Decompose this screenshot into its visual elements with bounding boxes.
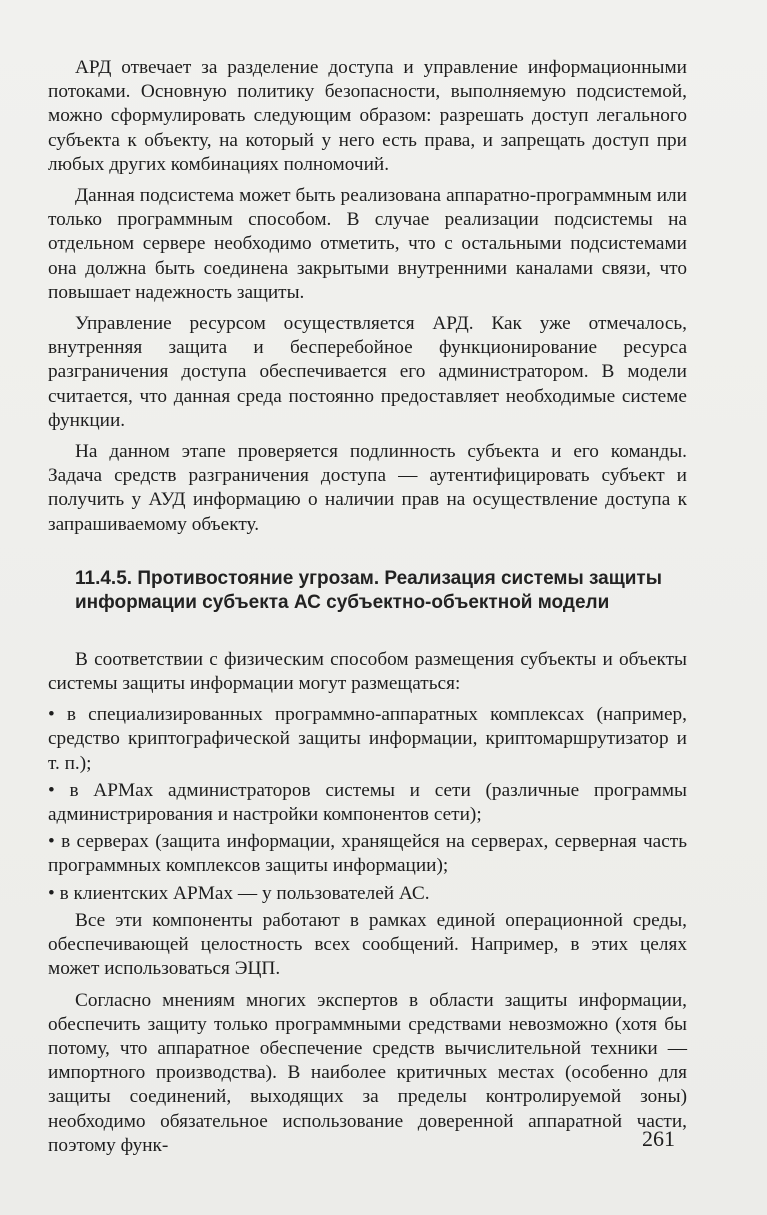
page-body [48, 56, 687, 1165]
paragraph: Управление ресурсом осуществляется АРД. Как уже отмечалось, внутренняя защита и бесперебойное функционирование ресурса разграничения доступа обеспечивается его администратором. В модели считается, что данная среда постоянно предоставляет необходимые системе функции. [48, 313, 687, 431]
list-item: • в клиентских АРМах — у пользователей АС. [48, 882, 430, 904]
paragraph: Все эти компоненты работают в рамках единой операционной среды, обеспечивающей целостность всех сообщений. Например, в этих целях может использоваться ЭЦП. [48, 909, 687, 980]
list-item: • в АРМах администраторов системы и сети (различные программы администрирования и настройки компонентов сети); [48, 779, 687, 826]
list-item: • в серверах (защита информации, хранящейся на серверах, серверная часть программных комплексов защиты информации); [48, 831, 687, 877]
paragraph: Согласно мнениям многих экспертов в области защиты информации, обеспечить защиту только программными средствами невозможно (хотя бы потому, что аппаратное обеспечение средств вычислительной техники — импортного производства). В наиболее критичных местах (особенно для защиты соединений, выходящих за пределы контролируемой зоны) необходимо обязательное использование доверенной аппаратной части, поэтому функ- [48, 989, 687, 1156]
paragraph: Данная подсистема может быть реализована аппаратно-программным или только программным способом. В случае реализации подсистемы на отдельном сервере необходимо отметить, что с остальными подсистемами она должна быть соединена закрытыми внутренними каналами связи, что повышает надежность защиты. [48, 185, 687, 303]
section-heading: 11.4.5. Противостояние угрозам. Реализация системы защиты информации субъекта АС субъектно-объектной модели [75, 567, 662, 613]
list-item: • в специализированных программно-аппаратных комплексах (например, средство криптографической защиты информации, криптомаршрутизатор и т. п.); [48, 704, 687, 774]
paragraph: В соответствии с физическим способом размещения субъекты и объекты системы защиты информации могут размещаться: [48, 648, 687, 695]
page-number: 261 [642, 1126, 675, 1151]
paragraph: На данном этапе проверяется подлинность субъекта и его команды. Задача средств разграничения доступа — аутентифицировать субъект и получить у АУД информацию о наличии прав на осуществление доступа к запрашиваемому объекту. [48, 441, 687, 535]
paragraph: АРД отвечает за разделение доступа и управление информационными потоками. Основную политику безопасности, выполняемую подсистемой, можно сформулировать следующим образом: разрешать доступ легального субъекта к объекту, на который у него есть права, и запрещать доступ при любых других комбинациях полномочий. [48, 57, 687, 175]
